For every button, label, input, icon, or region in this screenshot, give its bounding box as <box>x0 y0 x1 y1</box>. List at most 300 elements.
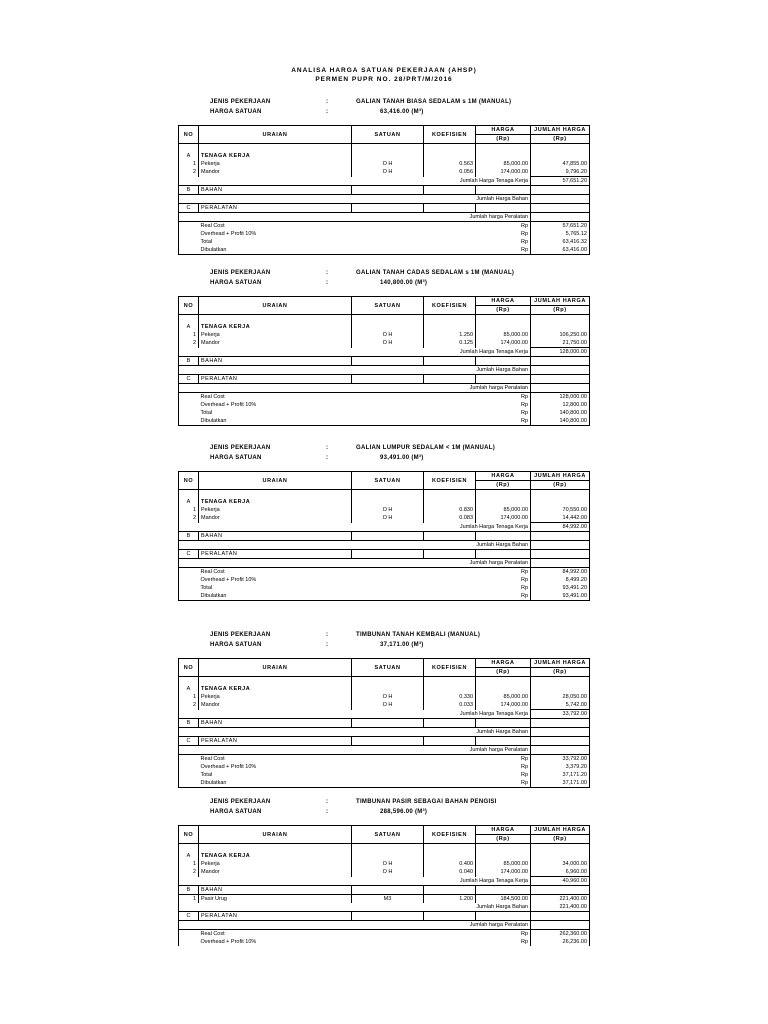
subtotal-row-tenaga-kerja <box>179 877 590 886</box>
summary-label: Total <box>200 585 213 591</box>
subtotal-value <box>531 366 590 375</box>
row-harga: 85,000.00 <box>476 160 531 168</box>
ahsp-section <box>178 99 590 255</box>
group-label: TENAGA KERJA <box>199 852 352 860</box>
subtotal-label: Jumlah Harga Tenaga Kerja <box>352 710 531 719</box>
colon: : <box>326 445 329 451</box>
group-letter: B <box>179 186 199 195</box>
row-harga: 174,000.00 <box>476 701 531 710</box>
subtotal-value: 221,400.00 <box>531 903 590 912</box>
row-jumlah: 106,250.00 <box>531 331 590 339</box>
table-row <box>179 701 590 710</box>
summary-label: Total <box>200 239 213 245</box>
colon: : <box>326 99 329 105</box>
summary-currency: Rp <box>476 592 531 601</box>
group-label: PERALATAN <box>199 550 352 559</box>
colon: : <box>326 642 329 648</box>
row-harga: 174,000.00 <box>476 868 531 877</box>
group-row-peralatan <box>179 375 590 384</box>
subtotal-value <box>531 541 590 550</box>
summary-value: 93,491.20 <box>531 584 590 592</box>
header-jumlah-harga: JUMLAH HARGA <box>531 472 590 481</box>
group-row-bahan <box>179 719 590 728</box>
jenis-pekerjaan-value: GALIAN TANAH CADAS SEDALAM s 1M (MANUAL) <box>356 270 515 276</box>
summary-row-total <box>179 584 590 592</box>
summary-value: 63,416.00 <box>531 246 590 255</box>
table-row <box>179 168 590 177</box>
summary-value: 262,360.00 <box>531 930 590 939</box>
group-letter: B <box>179 532 199 541</box>
group-label: BAHAN <box>199 186 352 195</box>
group-row-peralatan <box>179 737 590 746</box>
row-jumlah: 34,000.00 <box>531 860 590 868</box>
subtotal-row-peralatan <box>179 921 590 930</box>
colon: : <box>326 280 329 286</box>
header-koefisien: KOEFISIEN <box>424 126 476 144</box>
subtotal-label: Jumlah Harga Tenaga Kerja <box>352 877 531 886</box>
header-uraian: URAIAN <box>199 297 352 315</box>
row-uraian: Pekerja <box>199 506 352 514</box>
subtotal-row-tenaga-kerja <box>179 710 590 719</box>
subtotal-label: Jumlah Harga Bahan <box>352 903 531 912</box>
header-koefisien: KOEFISIEN <box>424 297 476 315</box>
row-no: 1 <box>179 331 199 339</box>
subtotal-label: Jumlah harga Peralatan <box>352 746 531 755</box>
summary-label: Total <box>200 772 213 778</box>
row-jumlah: 221,400.00 <box>531 895 590 904</box>
colon: : <box>326 455 329 461</box>
group-row-bahan <box>179 532 590 541</box>
group-label: BAHAN <box>199 719 352 728</box>
summary-label: Dibulatkan <box>199 779 352 788</box>
summary-value: 37,171.00 <box>531 779 590 788</box>
table-row <box>179 860 590 868</box>
section-meta <box>178 632 590 652</box>
subtotal-label: Jumlah harga Peralatan <box>352 384 531 393</box>
row-jumlah: 21,750.00 <box>531 339 590 348</box>
harga-satuan-label: HARGA SATUAN <box>210 455 262 461</box>
group-label: PERALATAN <box>199 737 352 746</box>
summary-label: Overhead + Profit 10% <box>200 764 257 770</box>
summary-row-total <box>179 409 590 417</box>
row-satuan: O H <box>352 868 424 877</box>
harga-satuan-value: 93,491.00 (M³) <box>380 455 424 461</box>
header-no: NO <box>179 472 199 490</box>
subtotal-label: Jumlah Harga Bahan <box>352 728 531 737</box>
ahsp-section <box>178 270 590 426</box>
jenis-pekerjaan-label: JENIS PEKERJAAN <box>210 99 271 105</box>
jenis-pekerjaan-label: JENIS PEKERJAAN <box>210 632 271 638</box>
header-harga-unit: (Rp) <box>476 481 531 490</box>
section-meta <box>178 270 590 290</box>
summary-currency: Rp <box>476 393 531 402</box>
summary-label: Total <box>200 410 213 416</box>
group-label: PERALATAN <box>199 204 352 213</box>
subtotal-value: 128,000.00 <box>531 348 590 357</box>
row-satuan: O H <box>352 160 424 168</box>
colon: : <box>326 809 329 815</box>
header-no: NO <box>179 659 199 677</box>
subtotal-value: 33,792.00 <box>531 710 590 719</box>
summary-row-dibulatkan <box>179 246 590 255</box>
row-satuan: M3 <box>352 895 424 904</box>
row-uraian: Pekerja <box>199 331 352 339</box>
row-koefisien: 0.040 <box>424 868 476 877</box>
group-letter: B <box>179 719 199 728</box>
subtotal-row-tenaga-kerja <box>179 523 590 532</box>
row-uraian: Mandor <box>199 868 352 877</box>
row-harga: 174,000.00 <box>476 514 531 523</box>
subtotal-row-bahan <box>179 728 590 737</box>
subtotal-row-tenaga-kerja <box>179 348 590 357</box>
colon: : <box>326 799 329 805</box>
section-meta <box>178 799 590 819</box>
jenis-pekerjaan-label: JENIS PEKERJAAN <box>210 799 271 805</box>
jenis-pekerjaan-value: TIMBUNAN TANAH KEMBALI (MANUAL) <box>356 632 481 638</box>
summary-row-overhead <box>179 230 590 238</box>
header-jumlah-unit: (Rp) <box>531 668 590 677</box>
summary-value: 26,236.00 <box>531 938 590 946</box>
header-jumlah-harga: JUMLAH HARGA <box>531 126 590 135</box>
subtotal-value <box>531 195 590 204</box>
harga-satuan-value: 63,416.00 (M³) <box>380 109 424 115</box>
subtotal-row-tenaga-kerja <box>179 177 590 186</box>
row-koefisien: 0.083 <box>424 514 476 523</box>
ahsp-table <box>178 125 590 255</box>
group-row-tenaga-kerja <box>179 685 590 693</box>
table-row <box>179 339 590 348</box>
summary-value: 5,765.12 <box>531 230 590 238</box>
header-harga: HARGA <box>476 297 531 306</box>
subtotal-row-peralatan <box>179 384 590 393</box>
header-harga-unit: (Rp) <box>476 135 531 144</box>
row-uraian: Pekerja <box>199 860 352 868</box>
group-row-tenaga-kerja <box>179 323 590 331</box>
group-row-tenaga-kerja <box>179 498 590 506</box>
header-jumlah-harga: JUMLAH HARGA <box>531 297 590 306</box>
row-satuan: O H <box>352 860 424 868</box>
table-header-row <box>179 126 590 135</box>
subtotal-label: Jumlah harga Peralatan <box>352 921 531 930</box>
group-row-bahan <box>179 886 590 895</box>
group-label: BAHAN <box>199 532 352 541</box>
group-label: BAHAN <box>199 886 352 895</box>
row-koefisien: 0.563 <box>424 160 476 168</box>
section-meta <box>178 99 590 119</box>
harga-satuan-label: HARGA SATUAN <box>210 809 262 815</box>
summary-label: Real Cost <box>200 394 225 400</box>
table-row <box>179 895 590 904</box>
row-satuan: O H <box>352 514 424 523</box>
group-letter: C <box>179 912 199 921</box>
section-meta <box>178 445 590 465</box>
summary-row-overhead <box>179 576 590 584</box>
row-harga: 85,000.00 <box>476 693 531 701</box>
table-header-row <box>179 826 590 835</box>
subtotal-value <box>531 746 590 755</box>
summary-currency: Rp <box>476 401 531 409</box>
group-label: PERALATAN <box>199 375 352 384</box>
subtotal-row-bahan <box>179 195 590 204</box>
header-uraian: URAIAN <box>199 126 352 144</box>
spacer-row <box>179 315 590 324</box>
row-no: 1 <box>179 693 199 701</box>
row-koefisien: 0.056 <box>424 168 476 177</box>
row-no: 2 <box>179 514 199 523</box>
summary-row-total <box>179 771 590 779</box>
spacer-row <box>179 677 590 686</box>
header-jumlah-unit: (Rp) <box>531 835 590 844</box>
row-jumlah: 6,960.00 <box>531 868 590 877</box>
row-jumlah: 14,442.00 <box>531 514 590 523</box>
row-jumlah: 47,855.00 <box>531 160 590 168</box>
header-no: NO <box>179 297 199 315</box>
jenis-pekerjaan-value: GALIAN TANAH BIASA SEDALAM s 1M (MANUAL) <box>356 99 512 105</box>
row-no: 1 <box>179 160 199 168</box>
group-letter: C <box>179 550 199 559</box>
table-row <box>179 514 590 523</box>
group-letter: A <box>179 323 199 331</box>
row-no: 1 <box>179 895 199 904</box>
summary-row-overhead <box>179 763 590 771</box>
subtotal-row-bahan <box>179 903 590 912</box>
summary-row-dibulatkan <box>179 417 590 426</box>
group-label: TENAGA KERJA <box>199 152 352 160</box>
summary-label: Dibulatkan <box>199 417 352 426</box>
group-letter: A <box>179 685 199 693</box>
summary-currency: Rp <box>476 246 531 255</box>
group-label: TENAGA KERJA <box>199 498 352 506</box>
row-satuan: O H <box>352 331 424 339</box>
title-line-2: PERMEN PUPR NO. 28/PRT/M/2016 <box>315 76 453 83</box>
summary-currency: Rp <box>476 222 531 231</box>
subtotal-row-peralatan <box>179 213 590 222</box>
harga-satuan-label: HARGA SATUAN <box>210 642 262 648</box>
harga-satuan-label: HARGA SATUAN <box>210 280 262 286</box>
summary-row-real-cost <box>179 568 590 577</box>
header-harga-unit: (Rp) <box>476 306 531 315</box>
header-koefisien: KOEFISIEN <box>424 659 476 677</box>
summary-value: 128,000.00 <box>531 393 590 402</box>
subtotal-value: 40,960.00 <box>531 877 590 886</box>
harga-satuan-value: 288,596.00 (M³) <box>380 809 428 815</box>
row-harga: 184,500.00 <box>476 895 531 904</box>
ahsp-section <box>178 799 590 946</box>
table-row <box>179 868 590 877</box>
row-uraian: Pekerja <box>199 160 352 168</box>
row-no: 2 <box>179 168 199 177</box>
table-header-row <box>179 297 590 306</box>
subtotal-label: Jumlah harga Peralatan <box>352 559 531 568</box>
group-row-bahan <box>179 357 590 366</box>
ahsp-table <box>178 471 590 601</box>
subtotal-row-bahan <box>179 366 590 375</box>
row-uraian: Mandor <box>199 168 352 177</box>
row-uraian: Pasir Urug <box>199 895 352 904</box>
header-harga: HARGA <box>476 472 531 481</box>
summary-label: Overhead + Profit 10% <box>200 577 257 583</box>
table-row <box>179 693 590 701</box>
summary-currency: Rp <box>476 755 531 764</box>
summary-value: 93,491.00 <box>531 592 590 601</box>
subtotal-value <box>531 921 590 930</box>
group-letter: C <box>179 375 199 384</box>
spacer-row <box>179 144 590 153</box>
summary-currency: Rp <box>476 763 531 771</box>
row-no: 1 <box>179 506 199 514</box>
subtotal-label: Jumlah Harga Tenaga Kerja <box>352 177 531 186</box>
header-satuan: SATUAN <box>352 126 424 144</box>
header-koefisien: KOEFISIEN <box>424 826 476 844</box>
summary-row-dibulatkan <box>179 592 590 601</box>
subtotal-value: 84,992.00 <box>531 523 590 532</box>
ahsp-section <box>178 632 590 788</box>
row-jumlah: 28,050.00 <box>531 693 590 701</box>
summary-value: 8,499.20 <box>531 576 590 584</box>
row-jumlah: 9,796.20 <box>531 168 590 177</box>
jenis-pekerjaan-label: JENIS PEKERJAAN <box>210 445 271 451</box>
summary-label: Overhead + Profit 10% <box>200 402 257 408</box>
row-satuan: O H <box>352 339 424 348</box>
spacer-row <box>179 490 590 499</box>
summary-currency: Rp <box>476 576 531 584</box>
header-harga: HARGA <box>476 826 531 835</box>
header-no: NO <box>179 826 199 844</box>
row-harga: 85,000.00 <box>476 506 531 514</box>
table-header-row <box>179 472 590 481</box>
row-harga: 85,000.00 <box>476 331 531 339</box>
row-no: 1 <box>179 860 199 868</box>
group-letter: A <box>179 498 199 506</box>
row-uraian: Mandor <box>199 701 352 710</box>
row-jumlah: 5,742.00 <box>531 701 590 710</box>
row-koefisien: 0.330 <box>424 693 476 701</box>
row-harga: 174,000.00 <box>476 339 531 348</box>
group-letter: B <box>179 886 199 895</box>
subtotal-label: Jumlah Harga Tenaga Kerja <box>352 348 531 357</box>
summary-label: Real Cost <box>200 223 225 229</box>
summary-value: 140,800.00 <box>531 409 590 417</box>
header-satuan: SATUAN <box>352 826 424 844</box>
summary-row-overhead <box>179 938 590 946</box>
summary-row-real-cost <box>179 930 590 939</box>
row-uraian: Mandor <box>199 339 352 348</box>
summary-value: 84,992.00 <box>531 568 590 577</box>
header-harga: HARGA <box>476 126 531 135</box>
summary-value: 37,171.20 <box>531 771 590 779</box>
group-letter: A <box>179 852 199 860</box>
summary-currency: Rp <box>476 771 531 779</box>
summary-label: Real Cost <box>200 569 225 575</box>
row-harga: 174,000.00 <box>476 168 531 177</box>
title-line-1: ANALISA HARGA SATUAN PEKERJAAN (AHSP) <box>291 67 477 74</box>
summary-currency: Rp <box>476 568 531 577</box>
summary-label: Real Cost <box>200 931 225 937</box>
summary-row-real-cost <box>179 222 590 231</box>
row-no: 2 <box>179 339 199 348</box>
row-satuan: O H <box>352 693 424 701</box>
header-uraian: URAIAN <box>199 659 352 677</box>
summary-currency: Rp <box>476 938 531 946</box>
group-row-tenaga-kerja <box>179 852 590 860</box>
row-koefisien: 0.033 <box>424 701 476 710</box>
summary-currency: Rp <box>476 238 531 246</box>
group-letter: A <box>179 152 199 160</box>
group-row-bahan <box>179 186 590 195</box>
header-harga: HARGA <box>476 659 531 668</box>
header-jumlah-unit: (Rp) <box>531 481 590 490</box>
header-jumlah-harga: JUMLAH HARGA <box>531 826 590 835</box>
subtotal-value <box>531 384 590 393</box>
table-row <box>179 506 590 514</box>
row-uraian: Mandor <box>199 514 352 523</box>
ahsp-table <box>178 658 590 788</box>
group-row-peralatan <box>179 550 590 559</box>
subtotal-value <box>531 213 590 222</box>
subtotal-label: Jumlah Harga Bahan <box>352 195 531 204</box>
summary-label: Overhead + Profit 10% <box>200 231 257 237</box>
row-koefisien: 0.830 <box>424 506 476 514</box>
row-satuan: O H <box>352 506 424 514</box>
harga-satuan-label: HARGA SATUAN <box>210 109 262 115</box>
group-letter: C <box>179 737 199 746</box>
row-satuan: O H <box>352 701 424 710</box>
row-uraian: Pekerja <box>199 693 352 701</box>
summary-value: 33,792.00 <box>531 755 590 764</box>
summary-currency: Rp <box>476 417 531 426</box>
summary-value: 12,800.00 <box>531 401 590 409</box>
summary-currency: Rp <box>476 584 531 592</box>
summary-label: Dibulatkan <box>199 592 352 601</box>
header-satuan: SATUAN <box>352 297 424 315</box>
summary-value: 57,651.20 <box>531 222 590 231</box>
row-satuan: O H <box>352 168 424 177</box>
row-koefisien: 1.200 <box>424 895 476 904</box>
table-row <box>179 160 590 168</box>
row-koefisien: 0.125 <box>424 339 476 348</box>
summary-currency: Rp <box>476 779 531 788</box>
row-koefisien: 1.250 <box>424 331 476 339</box>
subtotal-label: Jumlah Harga Bahan <box>352 366 531 375</box>
subtotal-row-peralatan <box>179 746 590 755</box>
summary-currency: Rp <box>476 930 531 939</box>
header-uraian: URAIAN <box>199 472 352 490</box>
header-satuan: SATUAN <box>352 659 424 677</box>
summary-row-real-cost <box>179 393 590 402</box>
group-row-peralatan <box>179 204 590 213</box>
row-jumlah: 70,550.00 <box>531 506 590 514</box>
ahsp-section <box>178 445 590 601</box>
summary-label: Dibulatkan <box>199 246 352 255</box>
summary-row-dibulatkan <box>179 779 590 788</box>
summary-currency: Rp <box>476 409 531 417</box>
ahsp-table <box>178 825 590 946</box>
spacer-row <box>179 844 590 853</box>
header-uraian: URAIAN <box>199 826 352 844</box>
subtotal-value <box>531 728 590 737</box>
group-row-tenaga-kerja <box>179 152 590 160</box>
subtotal-label: Jumlah Harga Tenaga Kerja <box>352 523 531 532</box>
summary-row-real-cost <box>179 755 590 764</box>
summary-value: 3,379.20 <box>531 763 590 771</box>
summary-row-total <box>179 238 590 246</box>
subtotal-label: Jumlah Harga Bahan <box>352 541 531 550</box>
row-harga: 85,000.00 <box>476 860 531 868</box>
header-jumlah-harga: JUMLAH HARGA <box>531 659 590 668</box>
header-jumlah-unit: (Rp) <box>531 135 590 144</box>
jenis-pekerjaan-value: TIMBUNAN PASIR SEBAGAI BAHAN PENGISI <box>356 799 497 805</box>
header-satuan: SATUAN <box>352 472 424 490</box>
